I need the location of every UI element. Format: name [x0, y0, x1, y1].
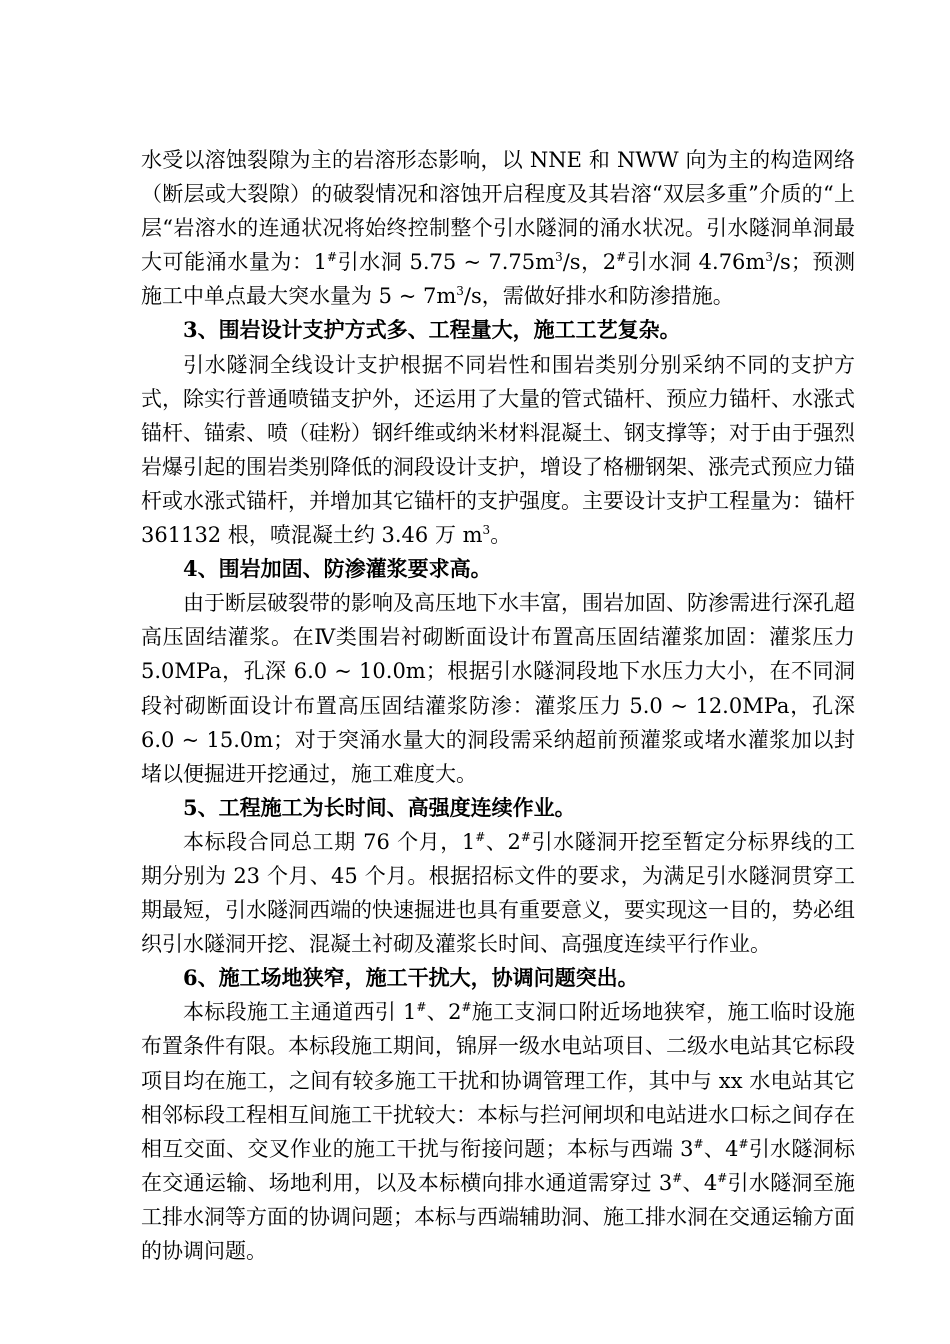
paragraph-water-inflow: 水受以溶蚀裂隙为主的岩溶形态影响，以 NNE 和 NWW 向为主的构造网络（断层或大裂隙）的破裂情况和溶蚀开启程度及其岩溶“双层多重”介质的“上层“岩溶水的连通状况将始终控制整个引水隧洞的涌水状况。引水隧洞单洞最大可能涌水量为：1#引水洞 5.75 ~ $7.75m^3/s$，2#引水洞 $4.76m^3/s$；预测施工中单点最大突水量为 5 ~ $7m^3/s$，需做好排水和防渗措施。 — [141, 148, 855, 309]
heading-schedule: 5、工程施工为长时间、高强度连续作业。 — [183, 794, 576, 820]
heading-support: 3、围岩设计支护方式多、工程量大，施工工艺复杂。 — [183, 317, 681, 343]
paragraph-support: 引水隧洞全线设计支护根据不同岩性和围岩类别分别采纳不同的支护方式，除实行普通喷锚支护外，还运用了大量的管式锚杆、预应力锚杆、水涨式锚杆、锚索、喷（硅粉）钢纤维或纳米材料混凝土、钢支撑等；对于由于强烈岩爆引起的围岩类别降低的洞段设计支护，增设了格栅钢架、涨壳式预应力锚杆或水涨式锚杆，并增加其它锚杆的支护强度。主要设计支护工程量为：锚杆 361132 根，喷混凝土约 3.46 万 $m^3$。 — [141, 352, 855, 548]
paragraph-site: 本标段施工主通道西引 1#、2#施工支洞口附近场地狭窄，施工临时设施布置条件有限。本标段施工期间，锦屏一级水电站项目、二级水电站其它标段项目均在施工，之间有较多施工干扰和协调管理工作，其中与 xx 水电站其它相邻标段工程相互间施工干扰较大：本标与拦河闸坝和电站进水口标之间存在相互交面、交叉作业的施工干扰与衔接问题；本标与西端 3#、4#引水隧洞标在交通运输、场地利用，以及本标横向排水通道需穿过 3#、4#引水隧洞至施工排水洞等方面的协调问题；本标与西端辅助洞、施工排水洞在交通运输方面的协调问题。 — [141, 1000, 855, 1263]
paragraph-schedule: 本标段合同总工期 76 个月，1#、2#引水隧洞开挖至暂定分标界线的工期分别为 23 个月、45 个月。根据招标文件的要求，为满足引水隧洞贯穿工期最短，引水隧洞西端的快速掘进也具有重要意义，要实现这一目的，势必组织引水隧洞开挖、混凝土衬砌及灌浆长时间、高强度连续平行作业。 — [141, 829, 855, 957]
paragraph-grouting: 由于断层破裂带的影响及高压地下水丰富，围岩加固、防渗需进行深孔超高压固结灌浆。在Ⅳ类围岩衬砌断面设计布置高压固结灌浆加固：灌浆压力 5.0MPa，孔深 6.0 ~ 10.0m；根据引水隧洞段地下水压力大小，在不同洞段衬砌断面设计布置高压固结灌浆防渗：灌浆压力 5.0 ~ 12.0MPa，孔深 6.0 ~ 15.0m；对于突涌水量大的洞段需采纳超前预灌浆或堵水灌浆加以封堵以便掘进开挖通过，施工难度大。 — [141, 591, 855, 786]
heading-grouting: 4、围岩加固、防渗灌浆要求高。 — [183, 556, 492, 582]
document-body — [141, 143, 855, 1268]
heading-site: 6、施工场地狭窄，施工干扰大，协调问题突出。 — [183, 965, 639, 991]
